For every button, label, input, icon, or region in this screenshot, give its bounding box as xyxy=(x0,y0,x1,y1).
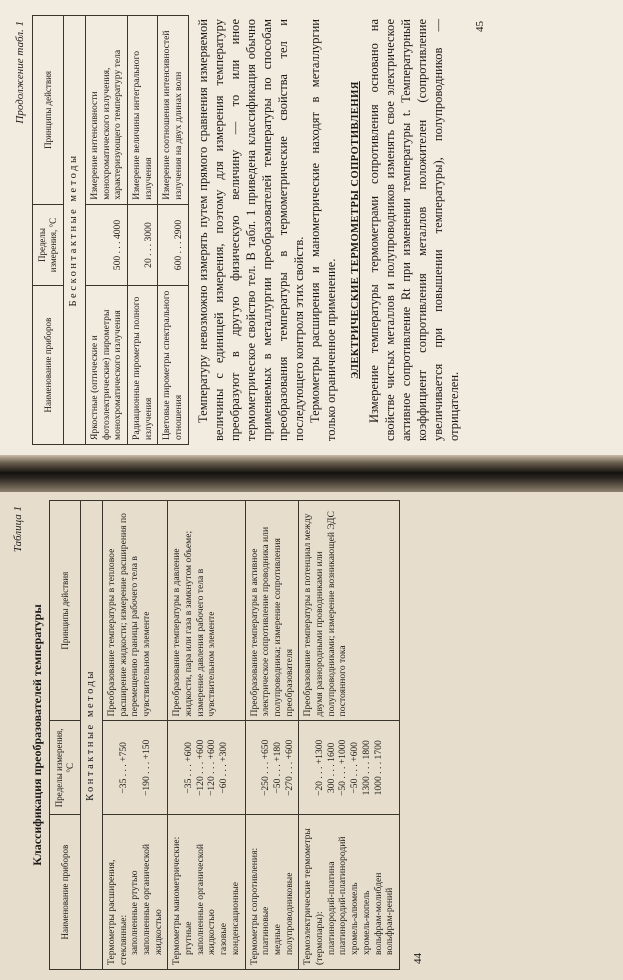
limit: 300 . . . 1600 xyxy=(325,742,337,794)
limit: −190 . . . +150 xyxy=(140,739,152,797)
page-44-content xyxy=(8,500,615,970)
row-name: Цветовые пирометры спектрального отношения xyxy=(158,286,188,445)
row-limits: 600 . . . 2900 xyxy=(158,204,188,286)
item: газовые xyxy=(218,923,230,955)
item: хромель-алюмель xyxy=(349,882,361,955)
table-label: Таблица 1 xyxy=(12,506,24,553)
limit: −120 . . . +600 xyxy=(194,739,206,797)
item: заполненные ртутью xyxy=(129,870,141,955)
row-name: Яркостные (оптические и фотоэлектрические) пирометры монохроматического излучения xyxy=(85,286,127,445)
page-44 xyxy=(0,492,623,980)
page-header xyxy=(10,15,32,445)
section-noncontact: Бесконтактные методы xyxy=(64,16,86,445)
section-contact: Контактные методы xyxy=(81,501,103,970)
body-text xyxy=(195,19,462,441)
table-continuation-label: Продолжение табл. 1 xyxy=(14,21,26,124)
row-principle: Преобразование температуры в давление жидкости, пара или газа в замкнутом объеме; измерение давления рабочего тела в чувствительном элементе xyxy=(168,501,245,721)
row-limits xyxy=(245,721,299,815)
item: платинородий-платинородий xyxy=(337,836,349,955)
page-45 xyxy=(0,0,623,455)
table-header-row xyxy=(50,501,81,970)
group-title: Термометры расширения, стеклянные: xyxy=(105,859,129,965)
row-principle: Преобразование температуры в тепловое расширение жидкости; измерение расширения по перемещению границы рабочего тела в чувствительном элементе xyxy=(102,501,168,721)
item: заполненные органической жидкостью xyxy=(194,843,218,955)
item: полупроводниковые xyxy=(283,872,295,955)
item: платинородий-платина xyxy=(325,861,337,955)
row-limits: 500 . . . 4000 xyxy=(85,204,127,286)
item: вольфрам-молибден xyxy=(372,872,384,955)
table-row xyxy=(245,501,299,970)
table-row xyxy=(85,16,127,445)
section-heading: ЭЛЕКТРИЧЕСКИЕ ТЕРМОМЕТРЫ СОПРОТИВЛЕНИЯ xyxy=(349,81,361,379)
limit: −20 . . . +1300 xyxy=(314,739,326,797)
col-header-limits: Пределы измерения, °С xyxy=(33,204,64,286)
paragraph: Температуру невозможно измерять путем прямого сравнения измеряемой величины с единицей измерения, поэтому для измерения температуру преобразуют в другую физическую величину — то или иное термометрическое свойство тел. В табл. 1 приведена классификация обычно применяемых в металлургии преобразователей температуры по способам преобразования температуры в термометрические свойства тел и последующего контроля этих свойств. xyxy=(195,19,306,441)
row-principle: Преобразование температуры в активное электрическое сопротивление проводника или полупроводника; измерение сопротивления преобразователя xyxy=(245,501,299,721)
limit: −35 . . . +600 xyxy=(183,742,195,794)
table-row xyxy=(158,16,188,445)
row-name xyxy=(299,815,400,970)
table-header-row xyxy=(33,16,64,445)
row-limits xyxy=(299,721,400,815)
col-header-name: Наименование приборов xyxy=(50,815,81,970)
row-principle: Измерение величины интегрального излучения xyxy=(127,16,157,205)
row-limits: 20 . . . 3000 xyxy=(127,204,157,286)
page-number: 44 xyxy=(411,953,424,964)
limit: −50 . . . +1000 xyxy=(337,739,349,797)
row-principle: Измерение интенсивности монохроматического излучения, характеризующего температуру тела xyxy=(85,16,127,205)
limit: −250 . . . +650 xyxy=(260,739,272,797)
table-row xyxy=(168,501,245,970)
limit: −50 . . . +180 xyxy=(271,742,283,794)
row-principle: Измерение соотношения интенсивностей излучения на двух длинах волн xyxy=(158,16,188,205)
group-title: Термоэлектрические термометры (термопары): xyxy=(302,828,326,965)
row-name xyxy=(245,815,299,970)
limit: −120 . . . +600 xyxy=(206,739,218,797)
page-number: 45 xyxy=(474,21,487,32)
row-name xyxy=(168,815,245,970)
group-title: Термометры манометрические: xyxy=(171,836,183,965)
row-limits xyxy=(168,721,245,815)
row-name: Радиационные пирометры полного излучения xyxy=(127,286,157,445)
item: хромель-копель xyxy=(360,890,372,955)
page-header xyxy=(8,500,30,970)
paragraph: Измерение температуры термометрами сопротивления основано на свойстве чистых металлов и полупроводников изменять свое электрическое активное сопротивление Rt при изменении температуры t. Температурный коэффициент сопротивления металлов положителен (сопротивление увеличивается при повышении температуры), полупроводников — отрицателен. xyxy=(367,19,462,441)
row-name xyxy=(102,815,168,970)
table-row xyxy=(127,16,157,445)
item: ртутные xyxy=(183,921,195,955)
item: платиновые xyxy=(260,906,272,955)
col-header-principle: Принципы действия xyxy=(33,16,64,205)
table-continuation xyxy=(32,15,189,445)
limit: 1000 . . . 1700 xyxy=(372,740,384,796)
row-limits xyxy=(102,721,168,815)
paragraph: Термометры расширения и манометрические находят в металлургии только ограниченное применение. xyxy=(307,19,338,441)
table-row xyxy=(102,501,168,970)
table-caption: Классификация преобразователей температуры xyxy=(30,604,44,866)
row-principle: Преобразование температуры в потенциал между двумя разнородными проводниками или полупроводниками; измерение возникающей ЭДС постоянного тока xyxy=(299,501,400,721)
col-header-principle: Принципы действия xyxy=(50,501,81,721)
item: заполненные органической жидкостью xyxy=(140,843,164,955)
group-title: Термометры сопротивления: xyxy=(248,847,260,965)
item: медные xyxy=(271,924,283,955)
classification-table xyxy=(49,500,400,970)
limit: 1300 . . . 1800 xyxy=(360,740,372,796)
col-header-name: Наименование приборов xyxy=(33,286,64,445)
page-45-content xyxy=(10,15,613,445)
item: вольфрам-рений xyxy=(384,887,396,955)
book-spine-gutter xyxy=(0,455,623,492)
item: конденсационные xyxy=(229,881,241,955)
limit: −35 . . . +750 xyxy=(117,742,129,794)
col-header-limits: Пределы измерения, °С xyxy=(50,721,81,815)
limit: −50 . . . +600 xyxy=(349,742,361,794)
limit: −60 . . . +300 xyxy=(218,742,230,794)
limit: −270 . . . +600 xyxy=(283,739,295,797)
table-row xyxy=(299,501,400,970)
